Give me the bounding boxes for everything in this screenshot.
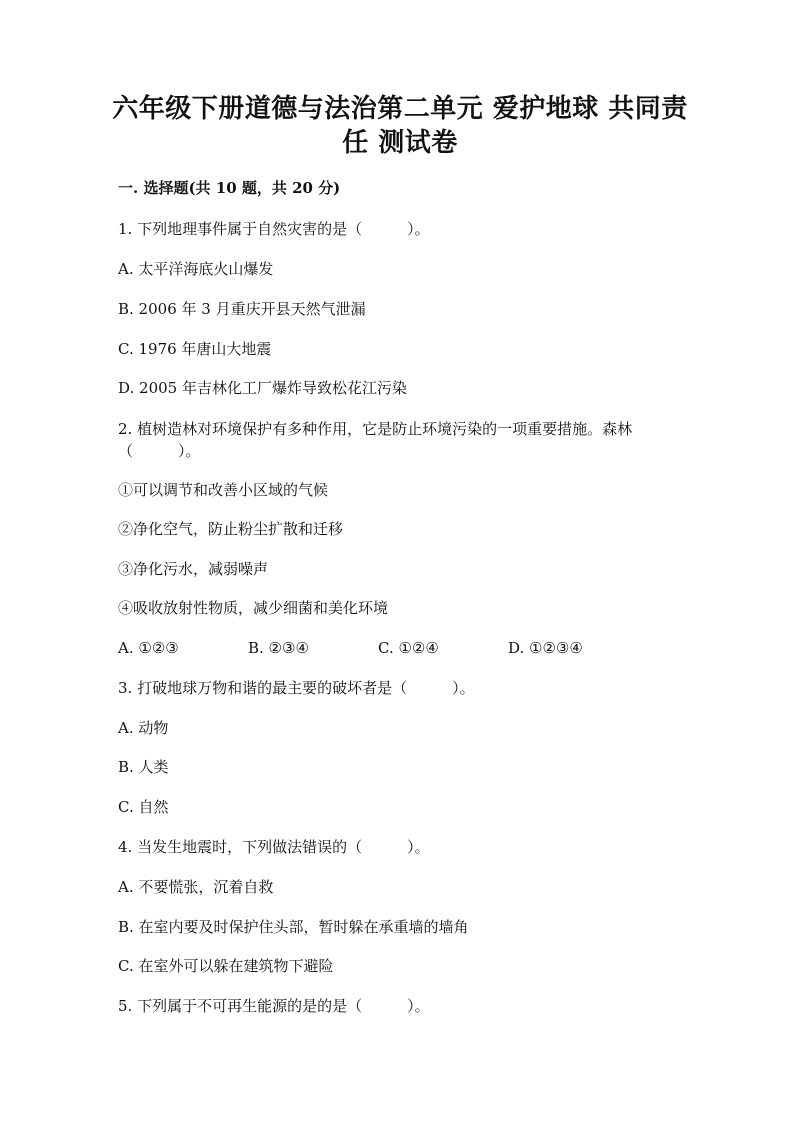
question-2-option-a: A. ①②③	[118, 639, 179, 657]
question-3-stem: 3. 打破地球万物和谐的最主要的破坏者是（ ）。	[118, 679, 475, 697]
question-2-statement-2: ②净化空气，防止粉尘扩散和迁移	[118, 520, 344, 538]
question-1-option-b: B. 2006 年 3 月重庆开县天然气泄漏	[118, 300, 366, 318]
question-2-stem-line-2: （ ）。	[118, 442, 201, 460]
question-2-option-c: C. ①②④	[378, 639, 439, 657]
exam-title-line-2: 任 测试卷	[342, 128, 458, 158]
question-1-option-a: A. 太平洋海底火山爆发	[118, 260, 274, 278]
question-3-option-b: B. 人类	[118, 758, 169, 776]
question-2-statement-3: ③净化污水，减弱噪声	[118, 560, 269, 578]
question-3-option-a: A. 动物	[118, 719, 169, 737]
question-4-stem: 4. 当发生地震时，下列做法错误的（ ）。	[118, 838, 430, 856]
question-2-statement-1: ①可以调节和改善小区域的气候	[118, 481, 329, 499]
question-3-option-c: C. 自然	[118, 798, 169, 816]
question-2-options	[118, 638, 678, 658]
question-2-option-b: B. ②③④	[248, 639, 309, 657]
question-1-option-d: D. 2005 年吉林化工厂爆炸导致松花江污染	[118, 379, 407, 397]
question-5-stem: 5. 下列属于不可再生能源的是的是（ ）。	[118, 997, 430, 1015]
question-2-statement-4: ④吸收放射性物质，减少细菌和美化环境	[118, 599, 389, 617]
question-4-option-b: B. 在室内要及时保护住头部，暂时躲在承重墙的墙角	[118, 918, 469, 936]
question-2-stem-line-1: 2. 植树造林对环境保护有多种作用，它是防止环境污染的一项重要措施。森林	[118, 420, 633, 438]
question-4-option-a: A. 不要慌张，沉着自救	[118, 878, 274, 896]
question-1-stem: 1. 下列地理事件属于自然灾害的是（ ）。	[118, 220, 430, 238]
exam-title-line-1: 六年级下册道德与法治第二单元 爱护地球 共同责	[112, 94, 688, 124]
section-heading: 一. 选择题(共 10 题，共 20 分)	[118, 179, 341, 197]
exam-title	[100, 92, 700, 160]
question-4-option-c: C. 在室外可以躲在建筑物下避险	[118, 957, 334, 975]
question-1-option-c: C. 1976 年唐山大地震	[118, 340, 272, 358]
question-2-option-d: D. ①②③④	[508, 639, 583, 657]
